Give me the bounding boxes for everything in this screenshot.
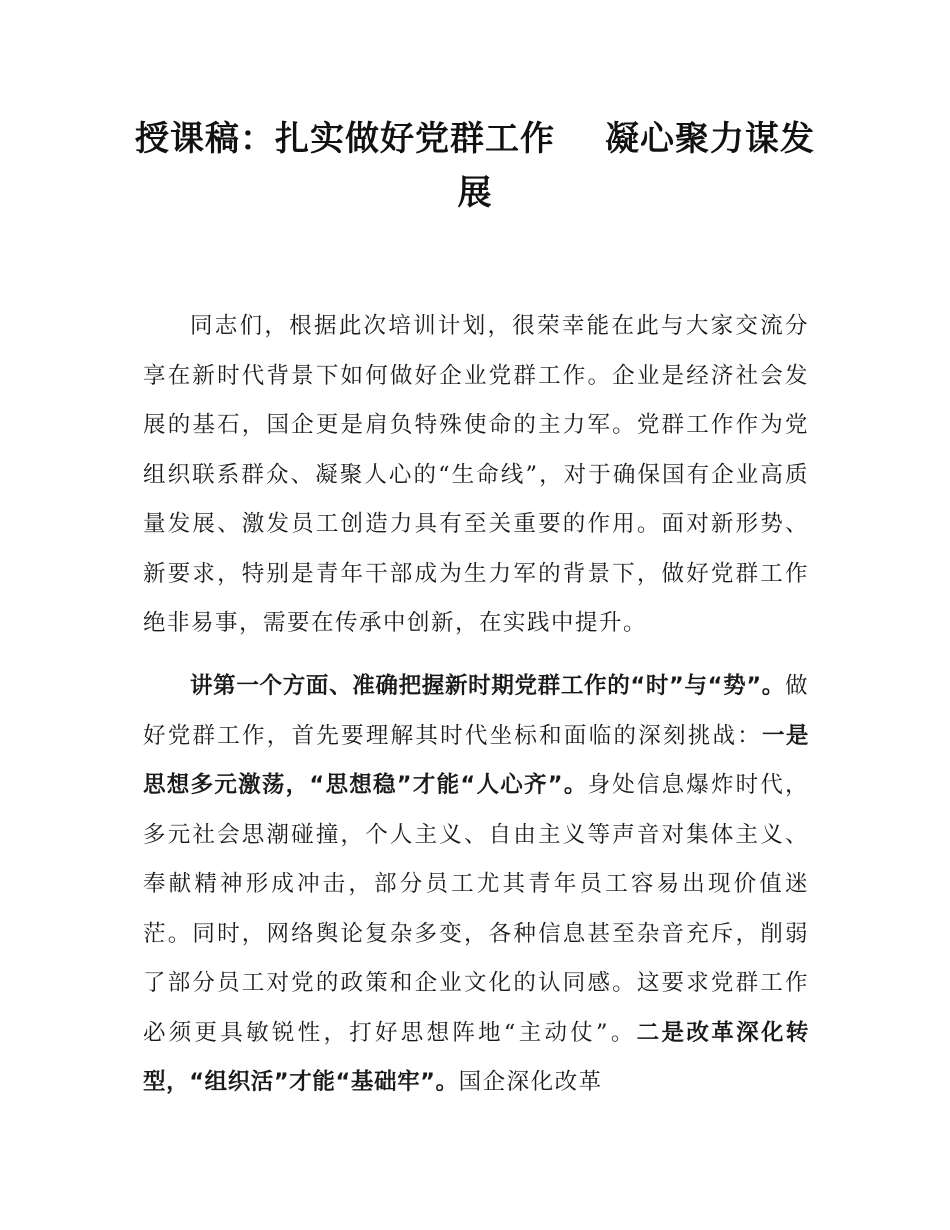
section-1-lead: 做好党群工作，首先要理解其时代坐标和面临的深刻挑战： [143,673,809,749]
title-sub: 凝心聚力谋发展 [457,119,815,213]
point-2-heading: 二是改革深化转型，“组织活”才能“基础牢”。 [143,1019,809,1095]
section-1-paragraph [143,662,809,1108]
point-2-text: 国企深化改革 [458,1069,603,1095]
point-1-heading: 一是思想多元激荡，“思想稳”才能“人心齐”。 [143,722,809,798]
title-main: 授课稿：扎实做好党群工作 [135,119,555,159]
intro-paragraph: 同志们，根据此次培训计划，很荣幸能在此与大家交流分享在新时代背景下如何做好企业党群工作。企业是经济社会发展的基石，国企更是肩负特殊使命的主力军。党群工作作为党组织联系群众、凝聚人心的“生命线”，对于确保国有企业高质量发展、激发员工创造力具有至关重要的作用。面对新形势、新要求，特别是青年干部成为生力军的背景下，做好党群工作绝非易事，需要在传承中创新，在实践中提升。 [143,313,809,636]
point-1-text: 身处信息爆炸时代，多元社会思潮碰撞，个人主义、自由主义等声音对集体主义、奉献精神形成冲击，部分员工尤其青年员工容易出现价值迷茫。同时，网络舆论复杂多变，各种信息甚至杂音充斥，削弱了部分员工对党的政策和企业文化的认同感。这要求党群工作必须更具敏锐性，打好思想阵地“主动仗”。 [143,772,809,1046]
document-title [120,112,830,220]
section-1-heading: 讲第一个方面、准确把握新时期党群工作的“时”与“势”。 [190,673,785,699]
